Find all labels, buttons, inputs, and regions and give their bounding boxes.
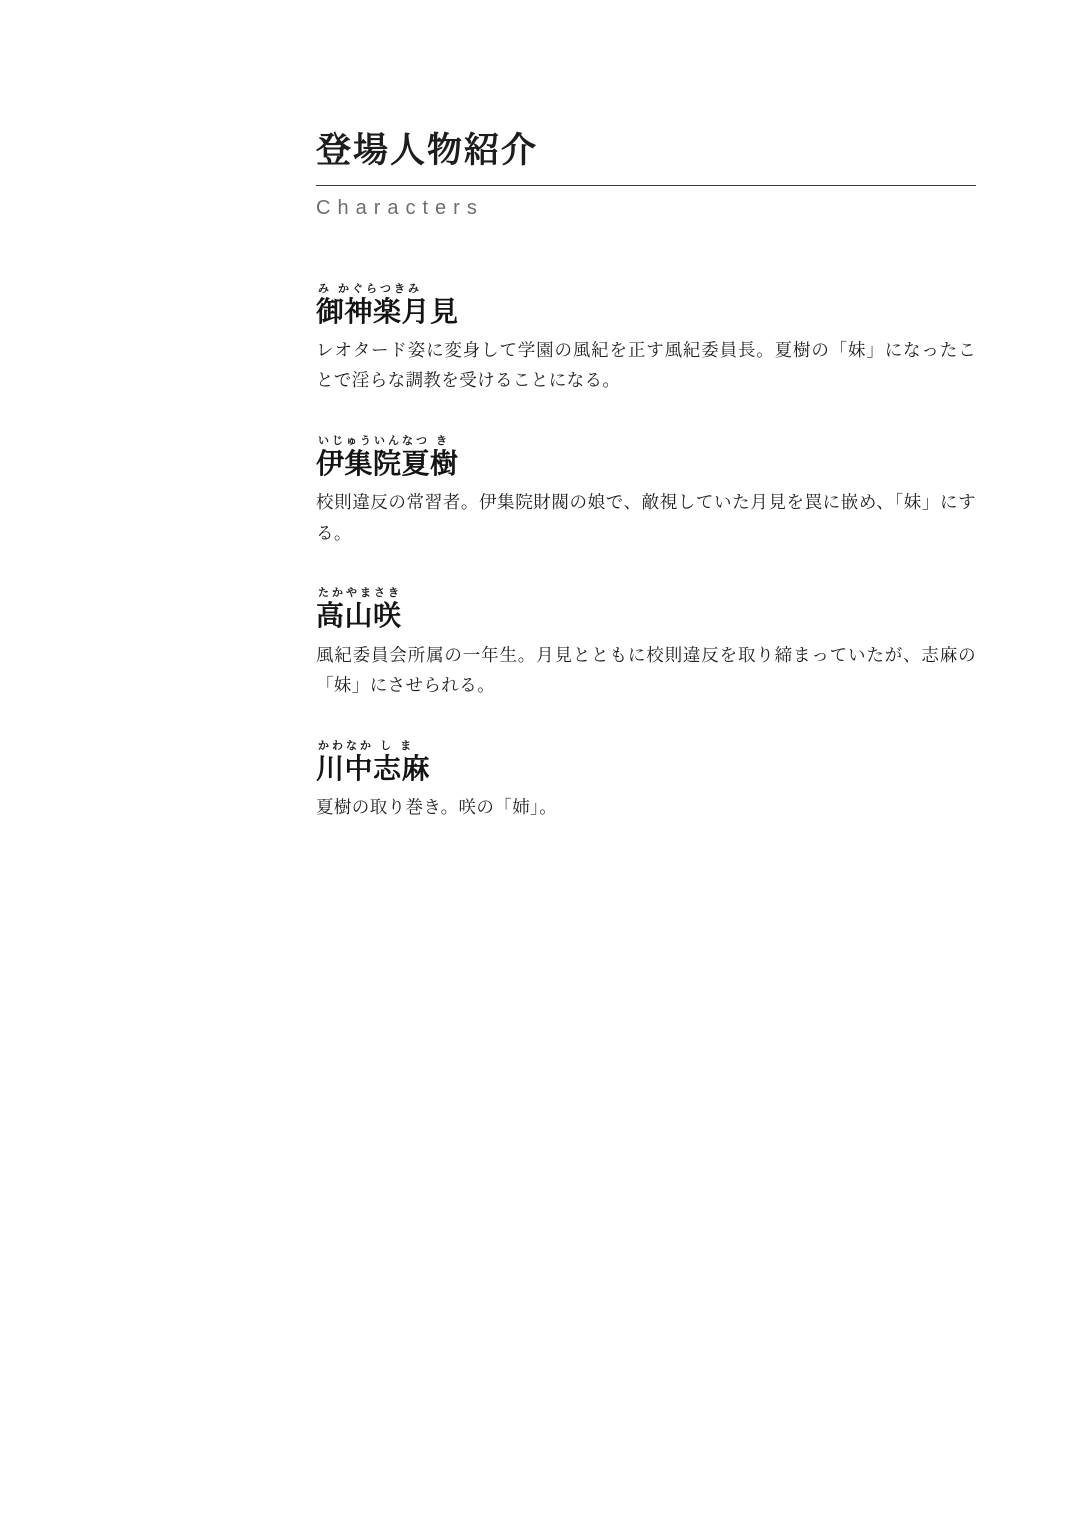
title-divider — [316, 185, 976, 186]
page-content — [316, 132, 976, 823]
character-entry — [316, 588, 976, 700]
character-list — [316, 284, 976, 823]
character-description: 風紀委員会所属の一年生。月見とともに校則違反を取り締まっていたが、志麻の「妹」にさせられる。 — [316, 644, 976, 696]
character-description: 校則違反の常習者。伊集院財閥の娘で、敵視していた月見を罠に嵌め、「妹」にする。 — [316, 492, 976, 543]
character-name: 御神楽月見 — [316, 296, 459, 328]
character-name-ruby: たかやまさき — [318, 587, 402, 600]
character-name-ruby: いじゅういんなつ き — [318, 434, 451, 447]
character-name: 川中志麻 — [316, 753, 431, 785]
character-name-ruby: み かぐらつきみ — [318, 282, 422, 295]
character-name: 伊集院夏樹 — [316, 448, 459, 480]
character-description: レオタード姿に変身して学園の風紀を正す風紀委員長。夏樹の「妹」になったことで淫らな調教を受けることになる。 — [316, 339, 976, 391]
page-title: 登場人物紹介 — [316, 131, 539, 170]
character-entry — [316, 284, 976, 396]
page-header — [316, 132, 976, 220]
character-description: 夏樹の取り巻き。咲の「姉」。 — [316, 797, 558, 817]
character-entry — [316, 741, 976, 823]
character-name-ruby: かわなか し ま — [318, 739, 415, 752]
page-subtitle: Characters — [316, 196, 484, 219]
character-name: 高山咲 — [316, 601, 402, 633]
character-entry — [316, 436, 976, 548]
